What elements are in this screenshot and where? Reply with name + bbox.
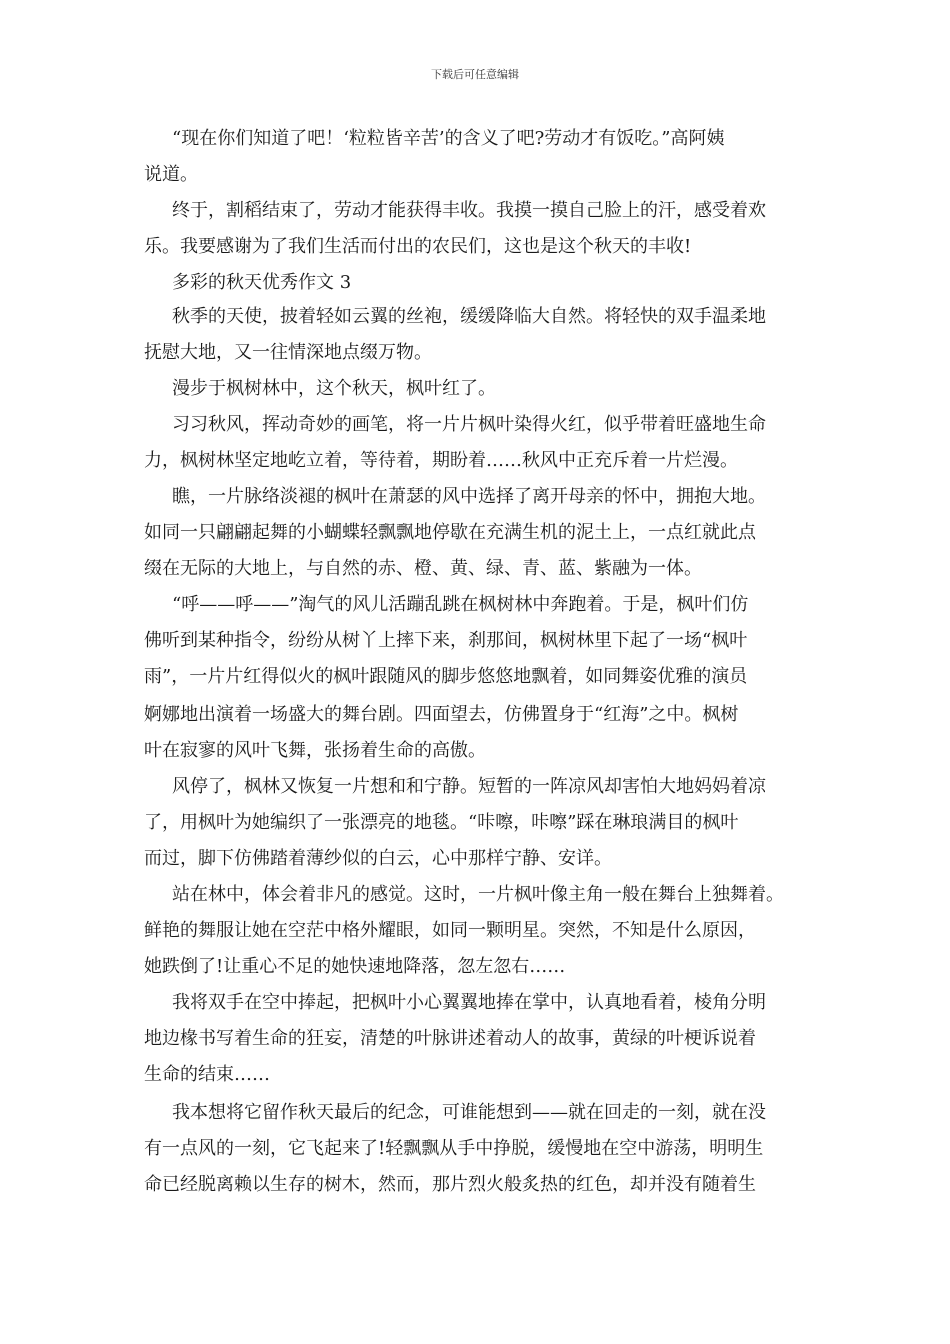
text-line: 缀在无际的大地上，与自然的赤、橙、黄、绿、青、蓝、紫融为一体。: [144, 558, 702, 579]
text-line: 终于，割稻结束了，劳动才能获得丰收。我摸一摸自己脸上的汗，感受着欢: [172, 200, 766, 221]
text-line: 风停了，枫林又恢复一片想和和宁静。短暂的一阵凉风却害怕大地妈妈着凉: [172, 776, 766, 797]
text-line: “现在你们知道了吧！‘粒粒皆辛苦’的含义了吧?劳动才有饭吃。”高阿姨: [172, 128, 725, 149]
text-line: 地边椽书写着生命的狂妄，清楚的叶脉讲述着动人的故事，黄绿的叶梗诉说着: [144, 1028, 756, 1049]
text-line: 乐。我要感谢为了我们生活而付出的农民们，这也是这个秋天的丰收!: [144, 236, 692, 257]
text-line: 了，用枫叶为她编织了一张漂亮的地毯。“咔嚓，咔嚓”踩在琳琅满目的枫叶: [144, 812, 739, 833]
text-line: 叶在寂寥的风叶飞舞，张扬着生命的高傲。: [144, 740, 486, 761]
text-line: 习习秋风，挥动奇妙的画笔，将一片片枫叶染得火红，似乎带着旺盛地生命: [172, 414, 766, 435]
text-line: 说道。: [144, 164, 198, 185]
text-line: 雨”，一片片红得似火的枫叶跟随风的脚步悠悠地飘着，如同舞姿优雅的演员: [144, 666, 748, 687]
text-line: 我本想将它留作秋天最后的纪念，可谁能想到——就在回走的一刻，就在没: [172, 1102, 766, 1123]
text-line: 如同一只翩翩起舞的小蝴蝶轻飘飘地停歇在充满生机的泥土上，一点红就此点: [144, 522, 756, 543]
section-heading: 多彩的秋天优秀作文 3: [172, 272, 352, 293]
text-line: 生命的结束……: [144, 1064, 270, 1085]
text-line: 抚慰大地，又一往情深地点缀万物。: [144, 342, 432, 363]
text-line: 婀娜地出演着一场盛大的舞台剧。四面望去，仿佛置身于“红海”之中。枫树: [144, 704, 739, 725]
text-line: 有一点风的一刻，它飞起来了!轻飘飘从手中挣脱，缓慢地在空中游荡，明明生: [144, 1138, 764, 1159]
text-line: 她跌倒了!让重心不足的她快速地降落，忽左忽右……: [144, 956, 566, 977]
text-line: “呼——呼——”淘气的风儿活蹦乱跳在枫树林中奔跑着。于是，枫叶们仿: [172, 594, 749, 615]
page-header: 下载后可任意编辑: [431, 68, 519, 81]
text-line: 力，枫树林坚定地屹立着，等待着，期盼着……秋风中正充斥着一片烂漫。: [144, 450, 738, 471]
text-line: 我将双手在空中捧起，把枫叶小心翼翼地捧在掌中，认真地看着，棱角分明: [172, 992, 766, 1013]
text-line: 秋季的天使，披着轻如云翼的丝袍，缓缓降临大自然。将轻快的双手温柔地: [172, 306, 766, 327]
text-line: 漫步于枫树林中，这个秋天，枫叶红了。: [172, 378, 496, 399]
text-line: 佛听到某种指令，纷纷从树丫上摔下来，刹那间，枫树林里下起了一场“枫叶: [144, 630, 748, 651]
text-line: 鲜艳的舞服让她在空茫中格外耀眼，如同一颗明星。突然，不知是什么原因，: [144, 920, 756, 941]
text-line: 命已经脱离赖以生存的树木，然而，那片烈火般炙热的红色，却并没有随着生: [144, 1174, 756, 1195]
text-line: 瞧，一片脉络淡褪的枫叶在萧瑟的风中选择了离开母亲的怀中，拥抱大地。: [172, 486, 766, 507]
text-line: 而过，脚下仿佛踏着薄纱似的白云，心中那样宁静、安详。: [144, 848, 612, 869]
text-line: 站在林中，体会着非凡的感觉。这时，一片枫叶像主角一般在舞台上独舞着。: [172, 884, 784, 905]
